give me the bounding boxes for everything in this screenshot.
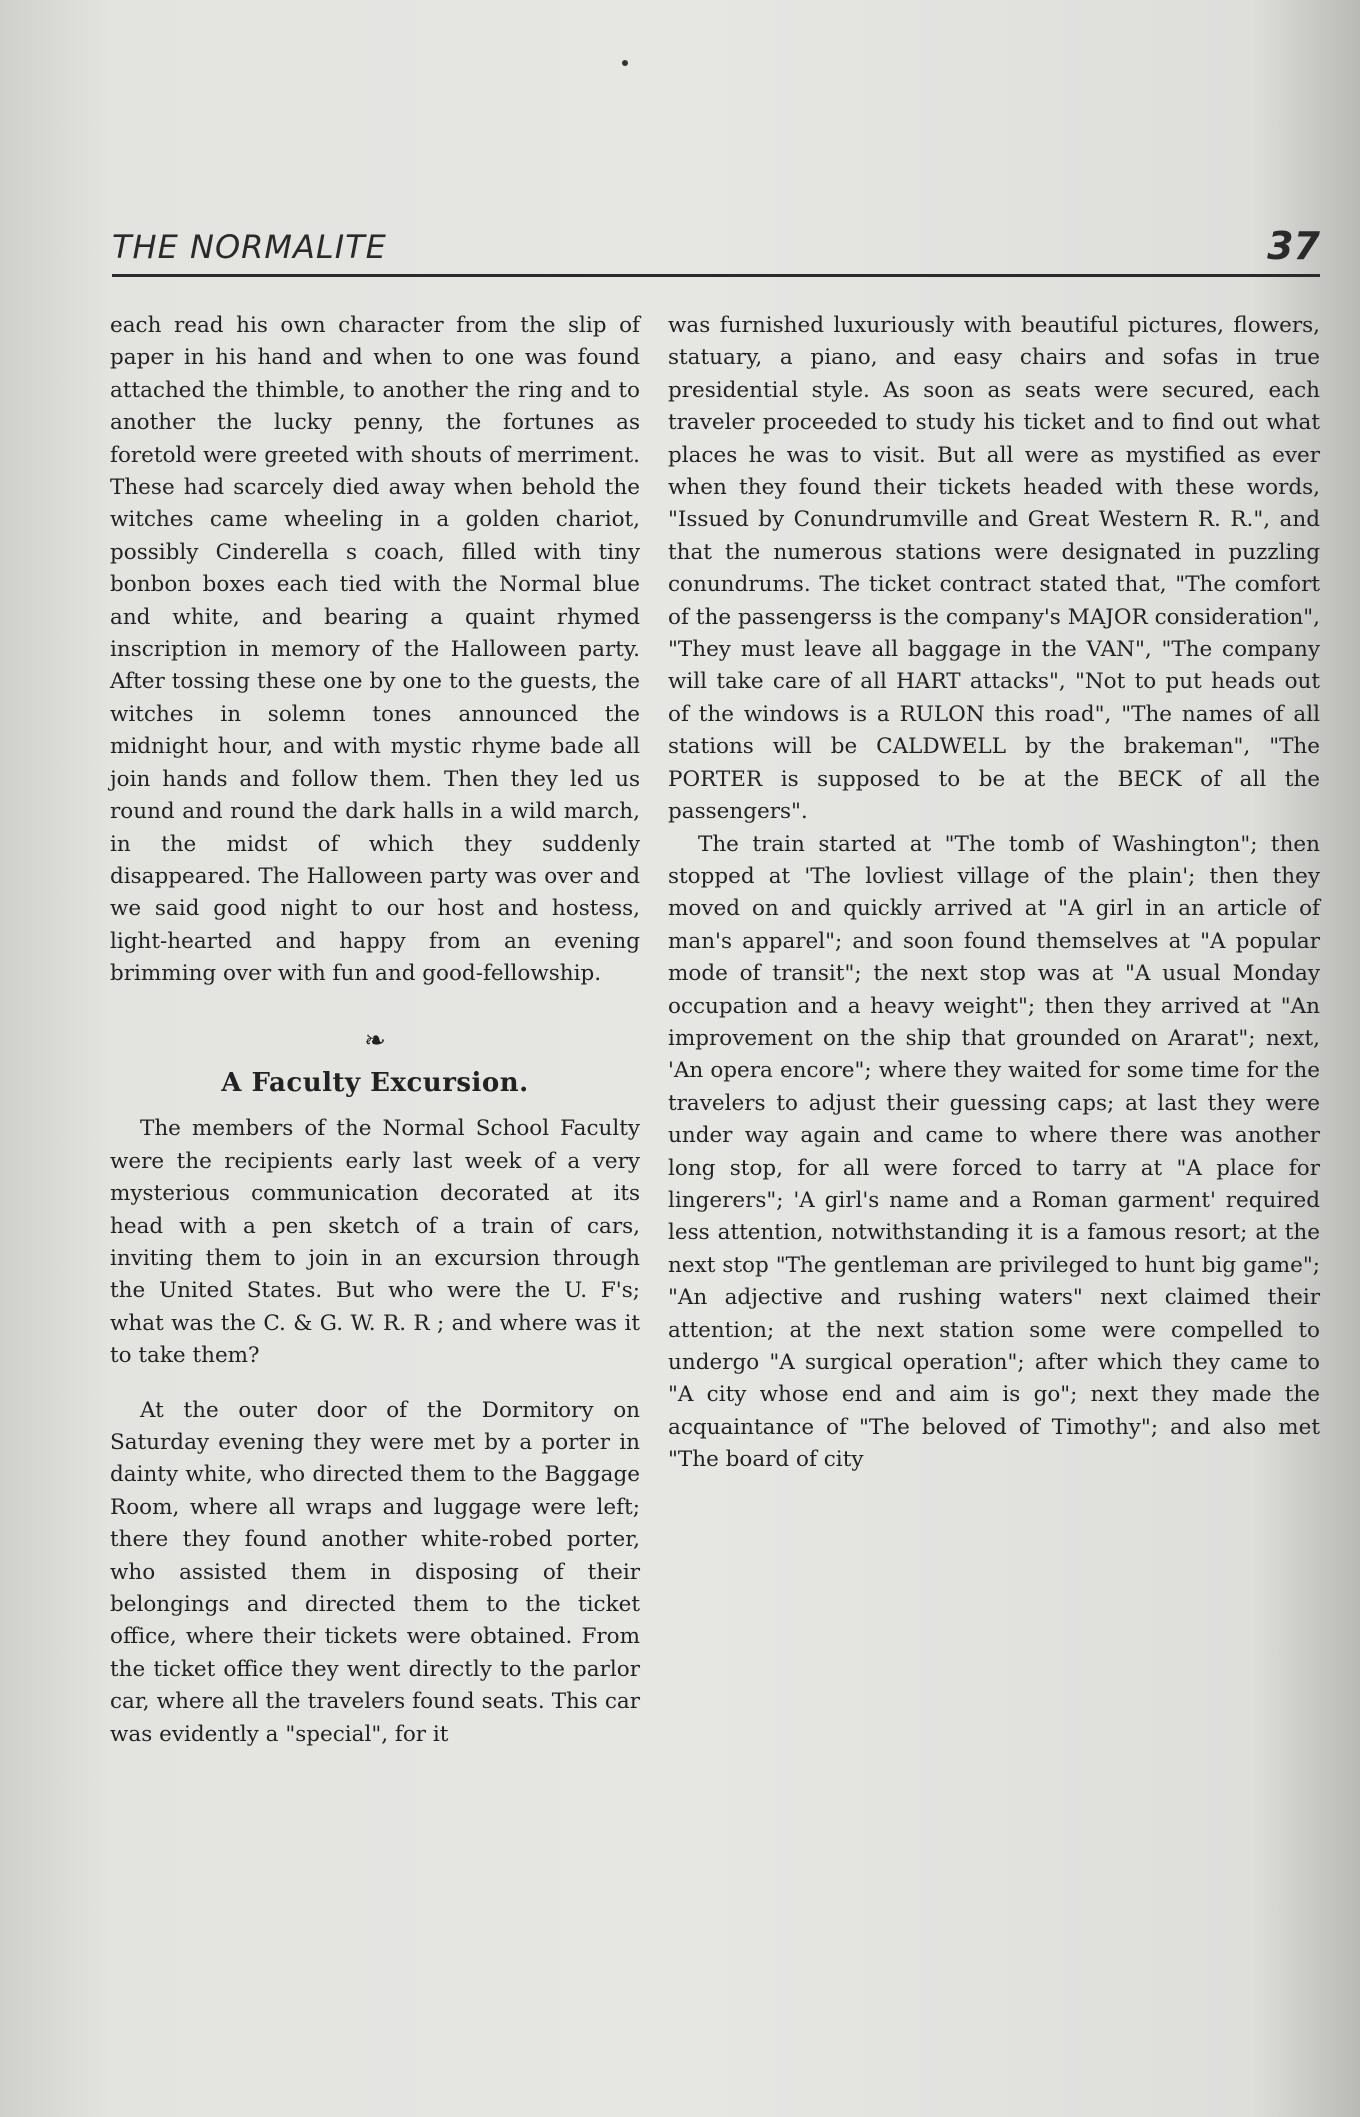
left-column bbox=[110, 310, 640, 1751]
right-paragraph-2: The train started at "The tomb of Washington"; then stopped at 'The lovliest village of the plain'; then they moved on and quickly arrived at "A girl in an article of man's apparel"; and soon found themselves at "A popular mode of transit"; the next stop was at "A usual Monday occupation and a heavy weight"; then they arrived at "An improvement on the ship that grounded on Ararat"; next, 'An opera encore"; where they waited for some time for the travelers to adjust their guessing caps; at last they were under way again and came to where there was another long stop, for all were forced to tarry at "A place for lingerers"; 'A girl's name and a Roman garment' required less attention, notwithstanding it is a famous resort; at the next stop "The gentleman are privileged to hunt big game"; "An adjective and rushing waters" next claimed their attention; at the next station some were compelled to undergo "A surgical operation"; after which they came to "A city whose end and aim is go"; next they made the acquaintance of "The beloved of Timothy"; and also met "The board of city bbox=[668, 831, 1320, 1473]
running-head bbox=[112, 224, 1320, 277]
article-title: A Faculty Excursion. bbox=[221, 1067, 529, 1098]
right-column bbox=[668, 310, 1320, 1477]
page-number: 37 bbox=[1267, 224, 1320, 268]
left-paragraph-1: each read his own character from the slip of paper in his hand and when to one was found attached the thimble, to another the ring and to another the lucky penny, the fortunes as foretold were greeted with shouts of merriment. These had scarcely died away when behold the witches came wheeling in a golden chariot, possibly Cinderella s coach, filled with tiny bonbon boxes each tied with the Normal blue and white, and bearing a quaint rhymed inscription in memory of the Halloween party. After tossing these one by one to the guests, the witches in solemn tones announced the midnight hour, and with mystic rhyme bade all join hands and follow them. Then they led us round and round the dark halls in a wild march, in the midst of which they suddenly disappeared. The Halloween party was over and we said good night to our host and hostess, light-hearted and happy from an evening brimming over with fun and good-fellowship. bbox=[110, 313, 640, 987]
left-paragraph-3: At the outer door of the Dormitory on Saturday evening they were met by a porter in dainty white, who directed them to the Baggage Room, where all wraps and luggage were left; there they found another white-robed porter, who assisted them in disposing of their belongings and directed them to the ticket office, where their tickets were obtained. From the ticket office they went directly to the parlor car, where all the travelers found seats. This car was evidently a "special", for it bbox=[110, 1397, 640, 1747]
left-paragraph-2: The members of the Normal School Faculty were the recipients early last week of a very mysterious communication decorated at its head with a pen sketch of a train of cars, inviting them to join in an excursion through the United States. But who were the U. F's; what was the C. & G. W. R. R ; and where was it to take them? bbox=[110, 1116, 640, 1369]
ink-dot bbox=[622, 60, 628, 66]
fleuron-ornament: ❧ bbox=[364, 1025, 386, 1056]
journal-title: THE NORMALITE bbox=[112, 228, 387, 266]
right-paragraph-1: was furnished luxuriously with beautiful pictures, flowers, statuary, a piano, and easy chairs and sofas in true presidential style. As soon as seats were secured, each traveler proceeded to study his ticket and to find out what places he was to visit. But all were as mystified as ever when they found their tickets headed with these words, "Issued by Conundrumville and Great Western R. R.", and that the numerous stations were designated in puzzling conundrums. The ticket contract stated that, "The comfort of the passengerss is the company's MAJOR consideration", "They must leave all baggage in the VAN", "The company will take care of all HART attacks", "Not to put heads out of the windows is a RULON this road", "The names of all stations will be CALDWELL by the brakeman", "The PORTER is supposed to be at the BECK of all the passengers". bbox=[668, 313, 1320, 825]
